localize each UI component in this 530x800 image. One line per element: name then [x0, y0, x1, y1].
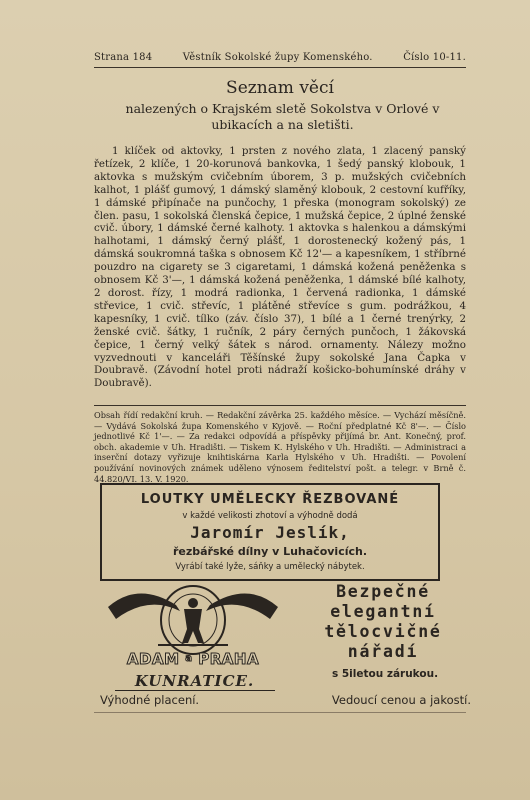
advertisement-puppets — [100, 483, 440, 581]
brand-praha: PRAHA — [198, 650, 260, 668]
price-quality-tagline: Vedoucí cenou a jakostí. — [331, 693, 471, 707]
article-title: Seznam věcí — [226, 78, 334, 98]
brand-ampersand: a — [185, 653, 193, 664]
equipment-offer — [298, 582, 468, 662]
brand-underline — [115, 690, 275, 691]
payment-note: Výhodné placení. — [100, 693, 200, 707]
journal-title: Věstník Sokolské župy Komenského. — [182, 52, 373, 63]
bottom-divider — [94, 712, 466, 713]
ad-headline: LOUTKY UMĚLECKY ŘEZBOVANÉ — [140, 492, 400, 507]
ad-firm: řezbářské dílny v Luhačovicích. — [172, 545, 368, 558]
offer-line: tělocvičné — [324, 622, 442, 641]
warranty-note: s 5iletou zárukou. — [331, 668, 439, 680]
article-subtitle: nalezených o Krajském sletě Sokolstva v Orlové v ubikacích a na sletišti. — [125, 101, 440, 132]
offer-line: elegantní — [330, 602, 436, 621]
running-header — [94, 52, 466, 63]
offer-line: nářadí — [347, 642, 419, 661]
brand-adam: ADAM — [126, 650, 180, 668]
issue-number: Číslo 10-11. — [403, 52, 466, 63]
article-body: 1 klíček od aktovky, 1 prsten z nového zlata, 1 zlacený panský řetízek, 2 klíče, 1 20-korunová bankovka, 1 šedý panský klobouk, 1 aktovka s mužským cvičebním úborem, 3 p. mužských cvičebních kalhot, 1 plášť gumový, 1 dámský slaměný klobouk, 2 cestovní kufříky, 1 dámské připínače na punčochy, 1 přeska (monogram sokolský) ze člen. pasu, 1 sokolská členská čepice, 1 mužská čepice, 2 úplné ženské cvič. úbory, 1 dámské černé kalhoty. 1 aktovka s halenkou a dámskými halhotami, 1 dámský černý plášť, 1 dorostenecký kožený pás, 1 dámská soukromná taška s obnosem Kč 12'— a kapesníkem, 1 stříbrné pouzdro na cigarety se 3 cigaretami, 1 dámská kožená peněženka s obnosem Kč 3'—, 1 dámská kožená peněženka, 1 dámské bílé kalhoty, 2 dorost. řízy, 1 modrá radionka, 1 červená radionka, 1 dámské střevice, 1 cvič. střevíc, 1 plátěné střevíce s gum. podrážkou, 4 kapesníky, 1 cvič. tílko (záv. číslo 37), 1 bílé a 1 černé trenýrky, 2 ženské cvič. šátky, 1 ručník, 2 páry černých punčoch, 1 žákovská čepice, 1 černý velký šátek s národ. ornamenty. Nálezy možno vyzvednouti v kanceláři Těšínské župy sokolské Jana Čapka v Doubravě. (Závodní hotel proti nádraží košicko-bohumínské dráhy v Doubravě). — [94, 145, 466, 390]
ad-maker-name: Jaromír Jeslík, — [190, 523, 350, 542]
header-divider — [94, 67, 466, 68]
page-number: Strana 184 — [94, 52, 153, 63]
brand-place: KUNRATICE. — [134, 672, 255, 690]
ad-line: v každé velikosti zhotoví a výhodně dodá — [182, 511, 358, 521]
imprint-text: Obsah řídí redakční kruh. — Redakční závěrka 25. každého měsíce. — Vychází měsíčně. — Vydává Sokolská župa Komenského v Kyjově. — Roční předplatné Kč 8'—. — Číslo jednotlivé Kč 1'—. — Za redakci odpovídá a příspěvky přijímá br. Ant. Konečný, prof. obch. akademie v Uh. Hradišti. — Tiskem K. Hylského v Uh. Hradišti. — Administraci a inserční dotazy vyřizuje knihtiskárna Karla Hylského v Uh. Hradišti. — Povolení používání novinových známek uděleno výnosem ředitelství pošt. a telegr. v Brně č. 44.820/VI. 13. V. 1920. — [94, 410, 466, 484]
offer-line: Bezpečné — [336, 582, 430, 601]
brand-name — [98, 650, 288, 668]
ad-products: Vyrábí také lyže, sáňky a umělecký nábytek. — [175, 562, 365, 572]
imprint-divider — [94, 405, 466, 406]
